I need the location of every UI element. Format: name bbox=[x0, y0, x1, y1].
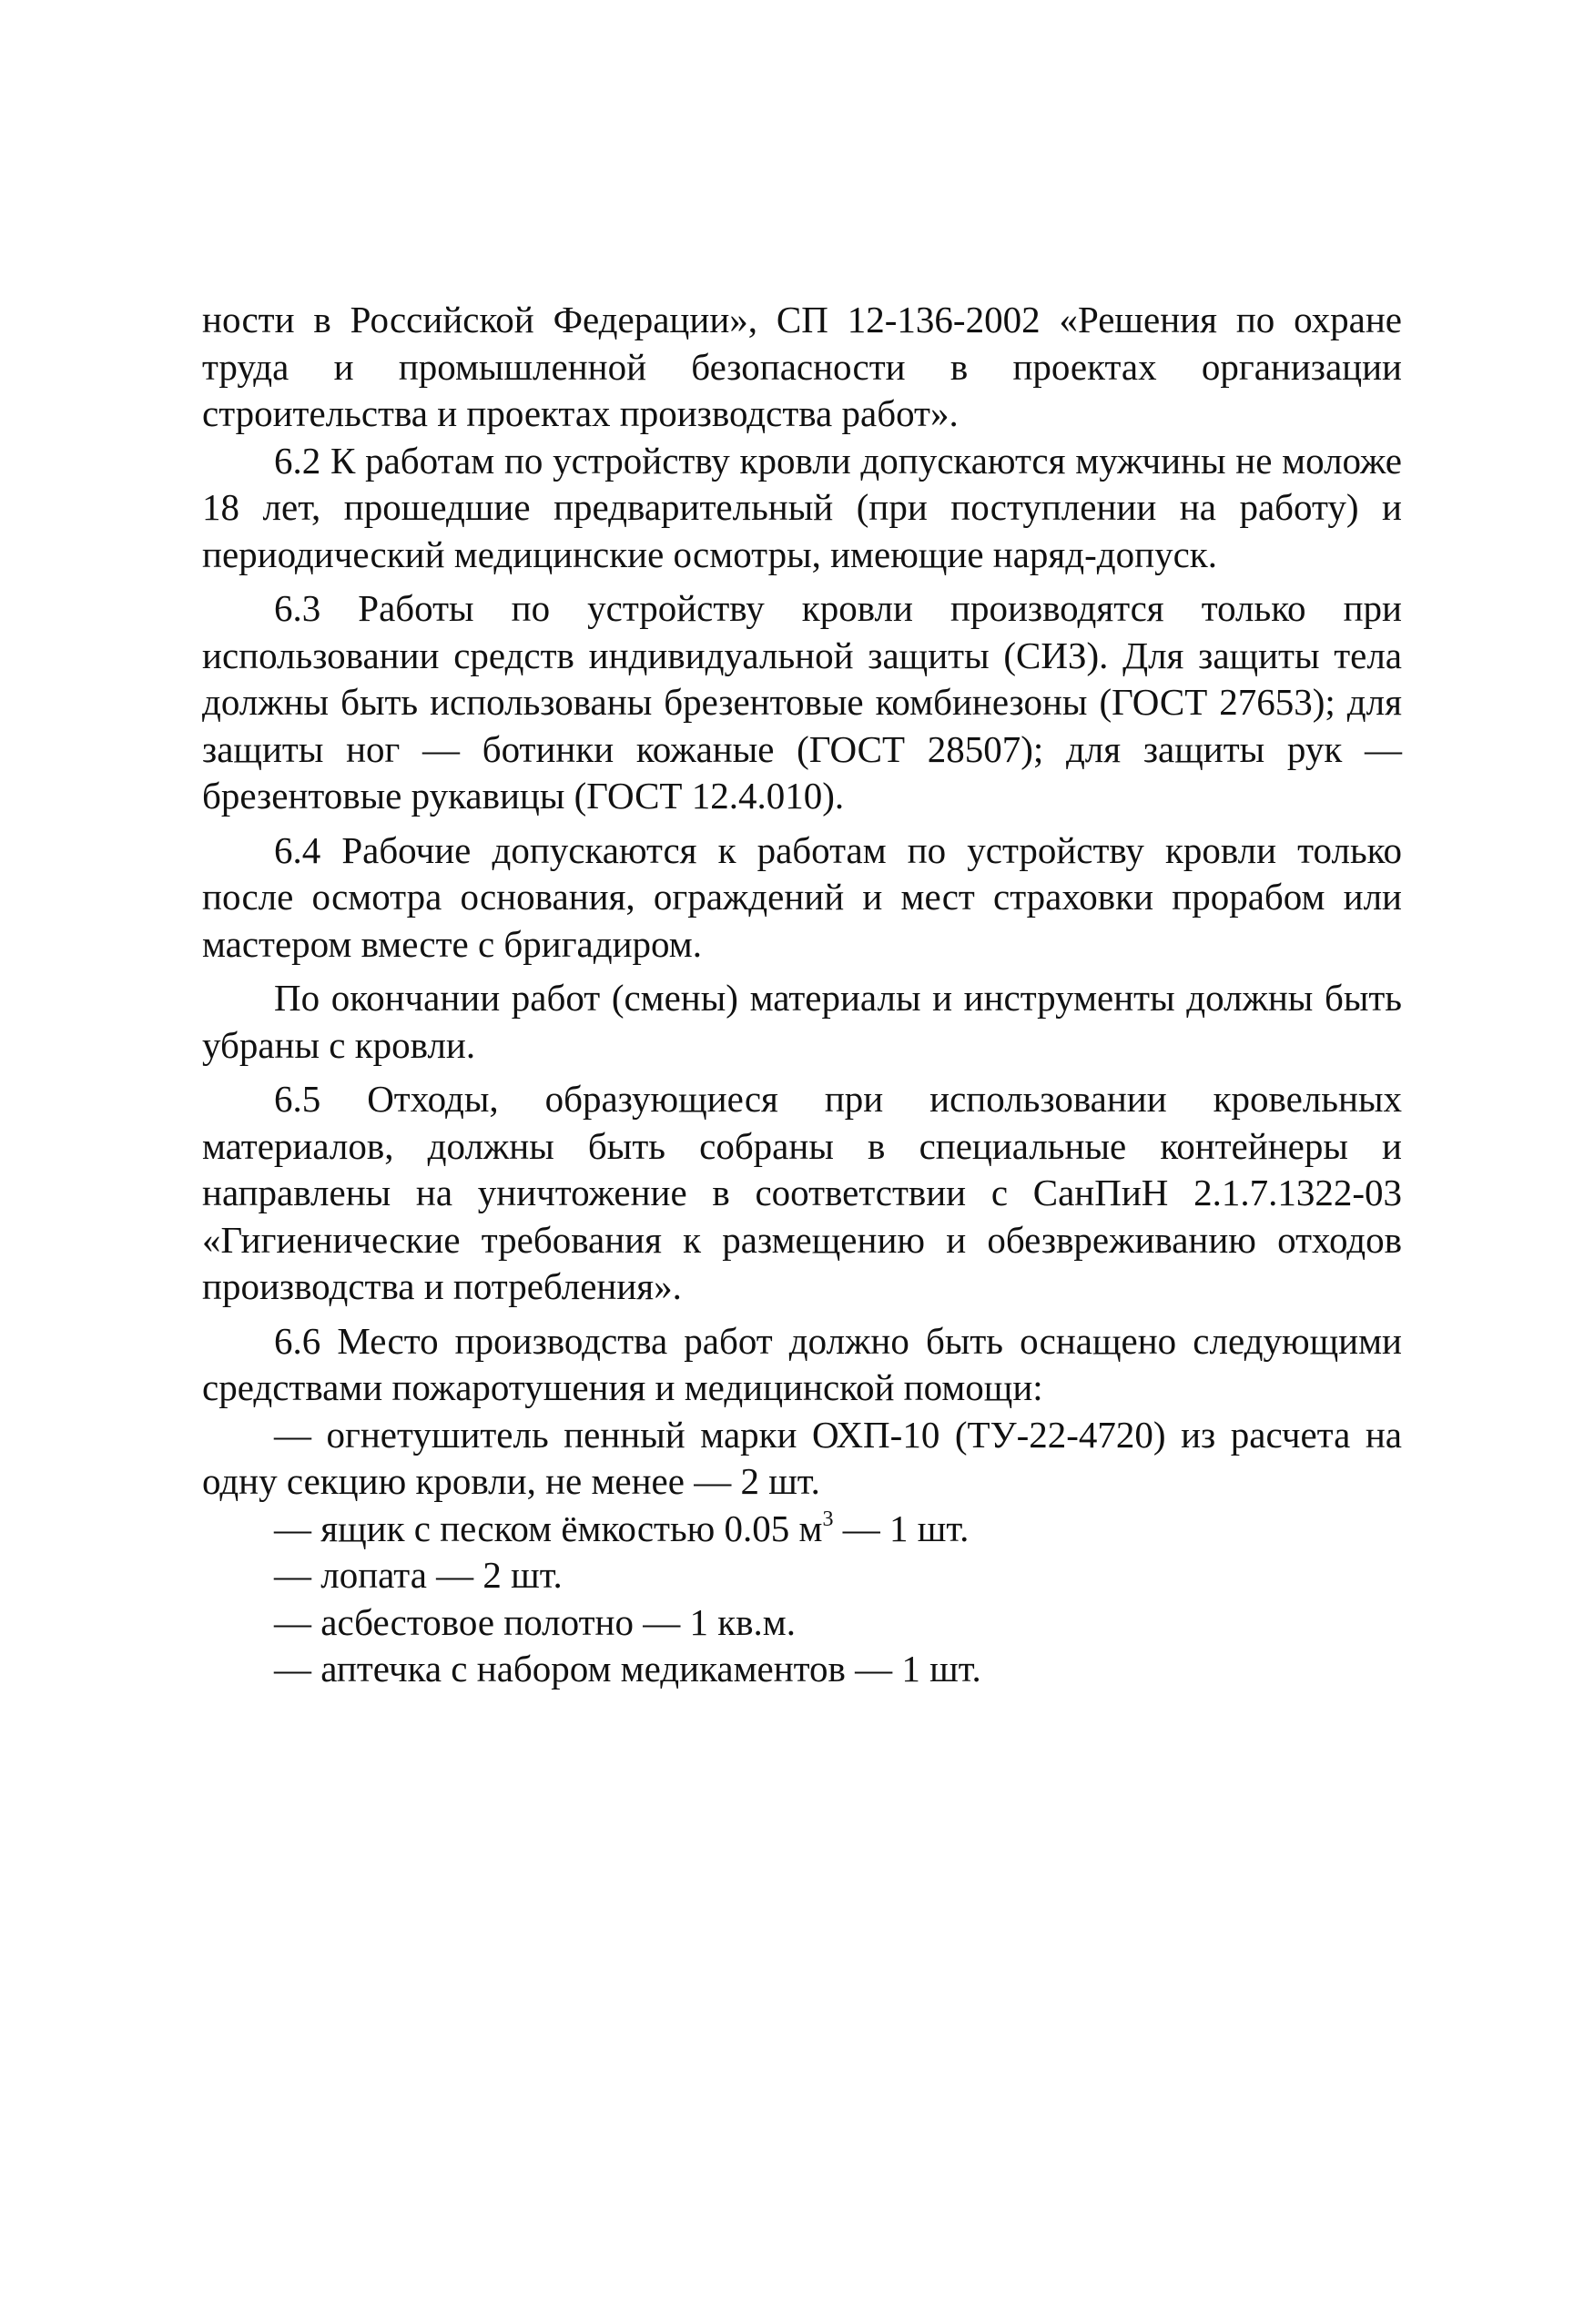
paragraph-6-6: 6.6 Место производства работ должно быть оснащено следующими средствами пожаротушения и медицинской помощи: bbox=[202, 1319, 1402, 1408]
paragraph-6-5: 6.5 Отходы, образующиеся при использовании кровельных материалов, должны быть собраны в специальные контейнеры и направлены на уничтожение в соответствии с СанПиН 2.1.7.1322-03 «Гигиенические требования к размещению и обезвреживанию отходов производства и потребления». bbox=[202, 1078, 1402, 1307]
list-item-sand-box-text: — ящик с песком ёмкостью 0.05 м bbox=[274, 1507, 823, 1549]
superscript-cubic: 3 bbox=[822, 1507, 834, 1531]
list-item-shovel: — лопата — 2 шт. bbox=[274, 1554, 563, 1596]
paragraph-6-4: 6.4 Рабочие допускаются к работам по устройству кровли только после осмотра основания, ограждений и мест страховки прорабом или мастером вместе с бригадиром. bbox=[202, 828, 1402, 965]
list-item-extinguisher: — огнетушитель пенный марки ОХП-10 (ТУ-22-4720) из расчета на одну секцию кровли, не менее — 2 шт. bbox=[202, 1413, 1402, 1502]
paragraph-6-3: 6.3 Работы по устройству кровли производятся только при использовании средств индивидуальной защиты (СИЗ). Для защиты тела должны быть использованы брезентовые комбинезоны (ГОСТ 27653); для защиты ног — ботинки кожаные (ГОСТ 28507); для защиты рук — брезентовые рукавицы (ГОСТ 12.4.010). bbox=[202, 587, 1402, 817]
list-item-asbestos-cloth: — асбестовое полотно — 1 кв.м. bbox=[274, 1600, 796, 1643]
paragraph-after-work: По окончании работ (смены) материалы и инструменты должны быть убраны с кровли. bbox=[202, 977, 1402, 1066]
list-item-sand-box bbox=[202, 1506, 1402, 1553]
paragraph-6-2: 6.2 К работам по устройству кровли допускаются мужчины не моложе 18 лет, прошедшие предварительный (при поступлении на работу) и периодический медицинские осмотры, имеющие наряд-допуск. bbox=[202, 439, 1402, 575]
document-body bbox=[202, 297, 1402, 1693]
list-item-sand-box-tail: — 1 шт. bbox=[833, 1507, 970, 1549]
paragraph-continuation: ности в Российской Федерации», СП 12-136-2002 «Решения по охране труда и промышленной безопасности в проектах организации строительства и проектах производства работ». bbox=[202, 299, 1402, 434]
list-item-first-aid-kit: — аптечка с набором медикаментов — 1 шт. bbox=[274, 1648, 981, 1690]
